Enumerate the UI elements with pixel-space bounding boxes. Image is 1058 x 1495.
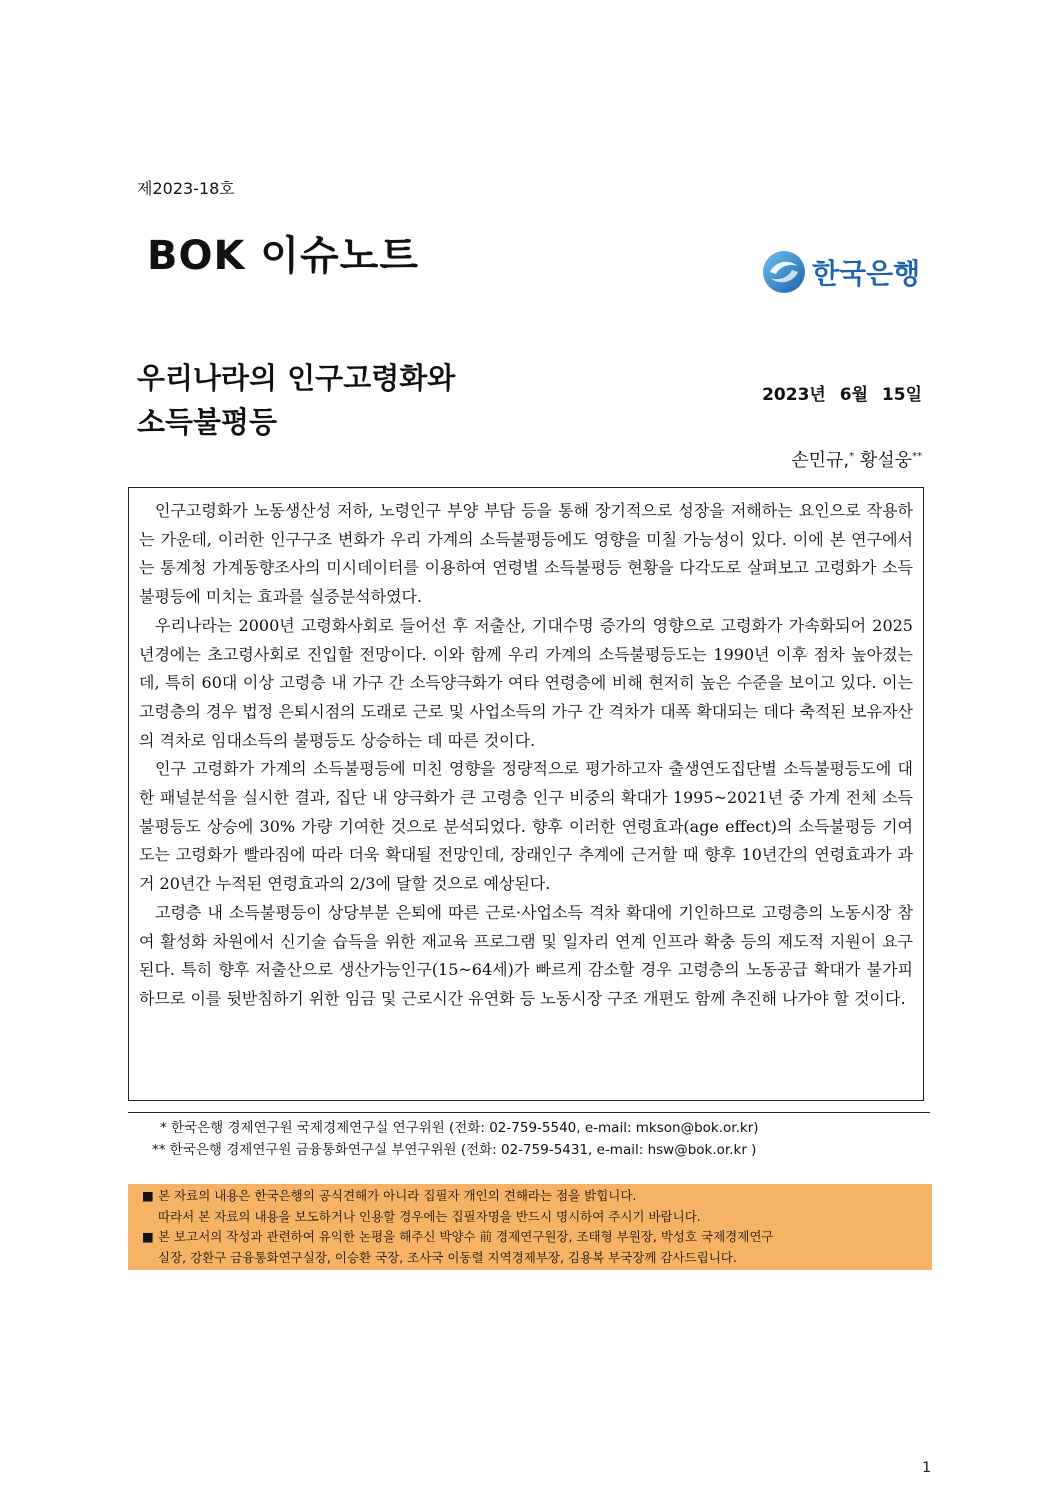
summary-paragraph: 인구고령화가 노동생산성 저하, 노령인구 부양 부담 등을 통해 장기적으로 성장을 저해하는 요인으로 작용하는 가운데, 이러한 인구구조 변화가 우리 가계의 소득불평등에도 영향을 미칠 가능성이 있다. 이에 본 연구에서는 통계청 가계동향조사의 미시데이터를 이용하여 연령별 소득불평등 현황을 다각도로 살펴보고 고령화가 소득불평등에 미치는 효과를 실증분석하였다.	[139, 501, 913, 607]
footnotes	[152, 1117, 759, 1161]
bok-logo-icon	[762, 250, 806, 294]
publication-date: 2023년 6월 15일	[762, 385, 922, 405]
summary-paragraph: 인구 고령화가 가계의 소득불평등에 미친 영향을 정량적으로 평가하고자 출생연도집단별 소득불평등도에 대한 패널분석을 실시한 결과, 집단 내 양극화가 큰 고령층 인구 비중의 확대가 1995~2021년 중 가계 전체 소득불평등도 상승에 30% 가량 기여한 것으로 분석되었다. 향후 이러한 연령효과(age effect)의 소득불평등 기여도는 고령화가 빨라짐에 따라 더욱 확대될 전망인데, 장래인구 추계에 근거할 때 향후 10년간의 연령효과가 과거 20년간 누적된 연령효과의 2/3에 달할 것으로 예상된다.	[139, 759, 913, 894]
disclaimer-line: 따라서 본 자료의 내용을 보도하거나 인용할 경우에는 집필자명을 반드시 명시하여 주시기 바랍니다.	[158, 1208, 701, 1224]
disclaimer-item	[136, 1186, 924, 1227]
author2-footnote-mark: **	[912, 451, 922, 462]
document-title-line1: 우리나라의 인구고령화와	[137, 361, 456, 395]
author1-name: 손민규,	[791, 450, 850, 471]
footnote-2: ** 한국은행 경제연구원 금융통화연구실 부연구위원 (전화: 02-759-5431, e-mail: hsw@bok.or.kr )	[152, 1142, 757, 1158]
acknowledgement-line: 실장, 강환구 금융통화연구실장, 이승환 국장, 조사국 이동렬 지역경제부장, 김용복 부국장께 감사드립니다.	[158, 1249, 737, 1265]
footnote-1: * 한국은행 경제연구원 국제경제연구실 연구위원 (전화: 02-759-5540, e-mail: mkson@bok.or.kr)	[160, 1120, 759, 1136]
document-title-line2: 소득불평등	[137, 405, 278, 439]
bok-logo	[762, 250, 920, 294]
logo-text: 한국은행	[812, 257, 921, 290]
summary-paragraph: 고령층 내 소득불평등이 상당부분 은퇴에 따른 근로·사업소득 격차 확대에 기인하므로 고령층의 노동시장 참여 활성화 차원에서 신기술 습득을 위한 재교육 프로그램 및 일자리 연계 인프라 확충 등의 제도적 지원이 요구된다. 특히 향후 저출산으로 생산가능인구(15~64세)가 빠르게 감소할 경우 고령층의 노동공급 확대가 불가피하므로 이를 뒷받침하기 위한 임금 및 근로시간 유연화 등 노동시장 구조 개편도 함께 추진해 나가야 할 것이다.	[139, 902, 913, 1008]
square-bullet-icon: ■	[142, 1229, 154, 1244]
series-title: BOK 이슈노트	[147, 233, 419, 279]
page-number: 1	[922, 1460, 931, 1476]
summary-box	[128, 487, 924, 1101]
document-title	[137, 356, 455, 444]
summary-paragraph: 우리나라는 2000년 고령화사회로 들어선 후 저출산, 기대수명 증가의 영향으로 고령화가 가속화되어 2025년경에는 초고령사회로 진입할 전망이다. 이와 함께 우리 가계의 소득불평등도는 1990년 이후 점차 높아졌는데, 특히 60대 이상 고령층 내 가구 간 소득양극화가 여타 연령층에 비해 현저히 높은 수준을 보이고 있다. 이는 고령층의 경우 법정 은퇴시점의 도래로 근로 및 사업소득의 가구 간 격차가 대폭 확대되는 데다 축적된 보유자산의 격차로 임대소득의 불평등도 상승하는 데 따른 것이다.	[139, 615, 913, 750]
author1-footnote-mark: *	[849, 451, 855, 462]
acknowledgement-line: 본 보고서의 작성과 관련하여 유익한 논평을 해주신 박양수 前 경제연구원장, 조태형 부원장, 박성호 국제경제연구	[158, 1229, 774, 1244]
disclaimer-box	[128, 1184, 932, 1270]
acknowledgement-item	[136, 1227, 924, 1268]
square-bullet-icon: ■	[142, 1188, 154, 1203]
issue-number: 제2023-18호	[137, 179, 235, 198]
author2-name: 황설웅	[859, 450, 912, 471]
disclaimer-line: 본 자료의 내용은 한국은행의 공식견해가 아니라 집필자 개인의 견해라는 점을 밝힙니다.	[158, 1188, 637, 1203]
footnote-divider	[128, 1112, 930, 1113]
authors	[791, 446, 922, 472]
